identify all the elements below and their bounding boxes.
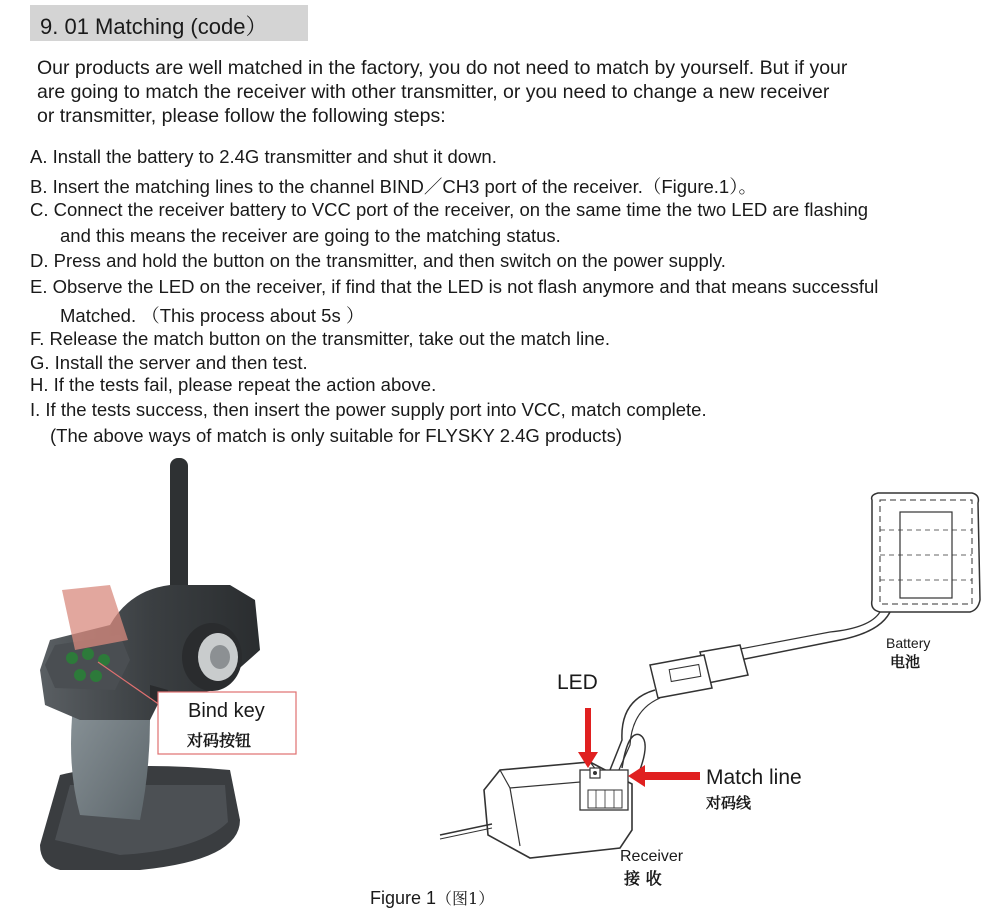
- step-e: E. Observe the LED on the receiver, if find that the LED is not flash anymore and that means successful: [30, 276, 879, 297]
- step-e-continued: Matched. （This process about 5s ）: [60, 305, 365, 326]
- led-label: LED: [557, 671, 598, 694]
- step-h: H. If the tests fail, please repeat the action above.: [30, 374, 437, 395]
- intro-line: Our products are well matched in the factory, you do not need to match by yourself. But if your: [37, 57, 848, 79]
- step-f: F. Release the match button on the transmitter, take out the match line.: [30, 328, 610, 349]
- match-line-label-cn: 对码线: [706, 794, 752, 812]
- intro-line: are going to match the receiver with other transmitter, or you need to change a new receiver: [37, 81, 830, 103]
- battery-label: Battery: [886, 635, 931, 651]
- figure-caption-en: Figure 1: [370, 888, 437, 908]
- step-d: D. Press and hold the button on the transmitter, and then switch on the power supply.: [30, 250, 726, 271]
- step-c-continued: and this means the receiver are going to the matching status.: [60, 225, 561, 246]
- match-line-label: Match line: [706, 766, 802, 789]
- bind-key-label: Bind key: [188, 700, 265, 722]
- figure-caption-cn: （图1）: [436, 889, 495, 908]
- bind-key-label-cn: 对码按钮: [187, 731, 252, 750]
- receiver-label: Receiver: [620, 848, 684, 865]
- step-g: G. Install the server and then test.: [30, 352, 308, 373]
- intro-line: or transmitter, please follow the following steps:: [37, 105, 446, 127]
- receiver: [440, 762, 632, 858]
- section-heading: 9. 01 Matching (code）: [40, 14, 268, 39]
- led-arrow: [578, 708, 598, 768]
- figure-caption: [370, 886, 494, 909]
- receiver-label-cn: 接 收: [624, 869, 662, 888]
- step-note: (The above ways of match is only suitable for FLYSKY 2.4G products): [50, 425, 623, 446]
- step-c: C. Connect the receiver battery to VCC port of the receiver, on the same time the two LED are flashing: [30, 199, 869, 220]
- match-line-arrow: [628, 765, 700, 787]
- battery-label-cn: 电池: [890, 653, 921, 671]
- step-i: I. If the tests success, then insert the power supply port into VCC, match complete.: [30, 399, 707, 420]
- step-a: A. Install the battery to 2.4G transmitter and shut it down.: [30, 146, 497, 167]
- battery: [872, 493, 980, 612]
- transmitter: [40, 458, 260, 870]
- step-b: B. Insert the matching lines to the channel BIND／CH3 port of the receiver.（Figure.1）。: [30, 176, 757, 197]
